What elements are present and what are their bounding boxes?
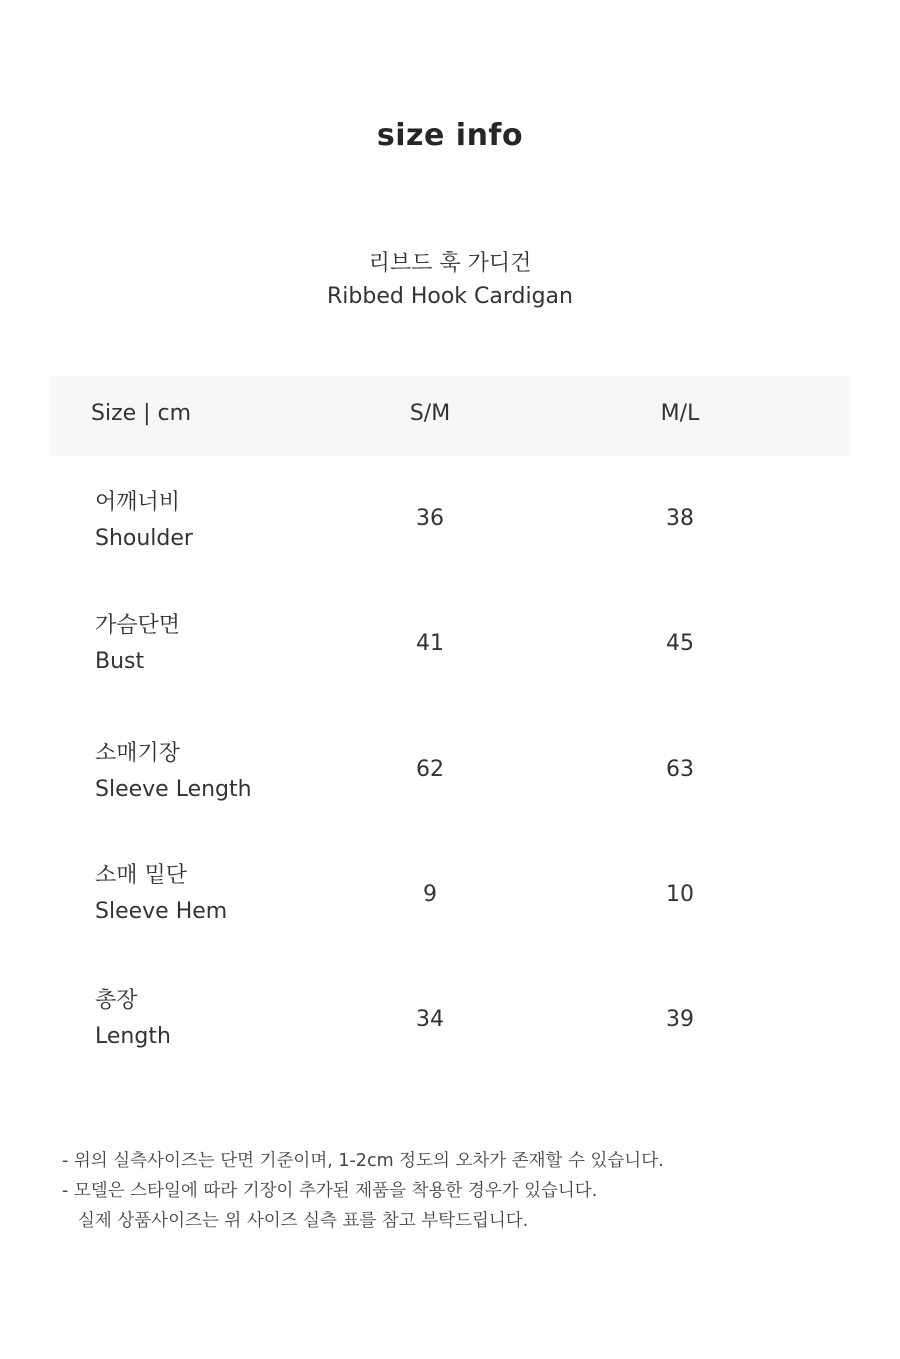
row-label-sleeve-length	[95, 736, 252, 808]
table-cell-shoulder-ml: 38	[666, 506, 694, 531]
note-line: - 모델은 스타일에 따라 기장이 추가된 제품을 착용한 경우가 있습니다.	[62, 1181, 598, 1201]
row-label-ko: 가슴단면	[95, 613, 181, 638]
row-label-en: Length	[95, 1024, 171, 1049]
row-label-length	[95, 983, 171, 1055]
table-cell-shoulder-sm: 36	[416, 506, 444, 531]
table-cell-sleeve-length-sm: 62	[416, 757, 444, 782]
note-line: 실제 상품사이즈는 위 사이즈 실측 표를 참고 부탁드립니다.	[78, 1211, 529, 1231]
note-line: - 위의 실측사이즈는 단면 기준이며, 1-2cm 정도의 오차가 존재할 수 있습니다.	[62, 1151, 664, 1171]
row-label-ko: 소매 밑단	[95, 863, 188, 888]
size-notes	[62, 1146, 664, 1236]
table-cell-length-ml: 39	[666, 1007, 694, 1032]
page-title: size info	[376, 118, 524, 153]
table-cell-sleeve-hem-ml: 10	[666, 882, 694, 907]
row-label-ko: 어깨너비	[95, 490, 181, 515]
row-label-bust	[95, 608, 180, 680]
row-label-ko: 소매기장	[95, 741, 181, 766]
header-size-ml: M/L	[660, 401, 700, 426]
product-name-english: Ribbed Hook Cardigan	[327, 284, 573, 309]
row-label-en: Bust	[95, 649, 145, 674]
row-label-en: Shoulder	[95, 526, 193, 551]
row-label-sleeve-hem	[95, 858, 227, 930]
row-label-ko: 총장	[95, 988, 138, 1013]
row-label-en: Sleeve Hem	[95, 899, 228, 924]
table-cell-bust-sm: 41	[416, 631, 444, 656]
header-size-unit-label: Size | cm	[91, 401, 192, 426]
table-cell-sleeve-length-ml: 63	[666, 757, 694, 782]
row-label-shoulder	[95, 485, 193, 557]
row-label-en: Sleeve Length	[95, 777, 252, 802]
header-size-sm: S/M	[409, 401, 451, 426]
table-cell-sleeve-hem-sm: 9	[423, 882, 437, 907]
table-cell-bust-ml: 45	[666, 631, 694, 656]
product-name-korean: 리브드 훅 가디건	[368, 251, 532, 276]
table-cell-length-sm: 34	[416, 1007, 444, 1032]
